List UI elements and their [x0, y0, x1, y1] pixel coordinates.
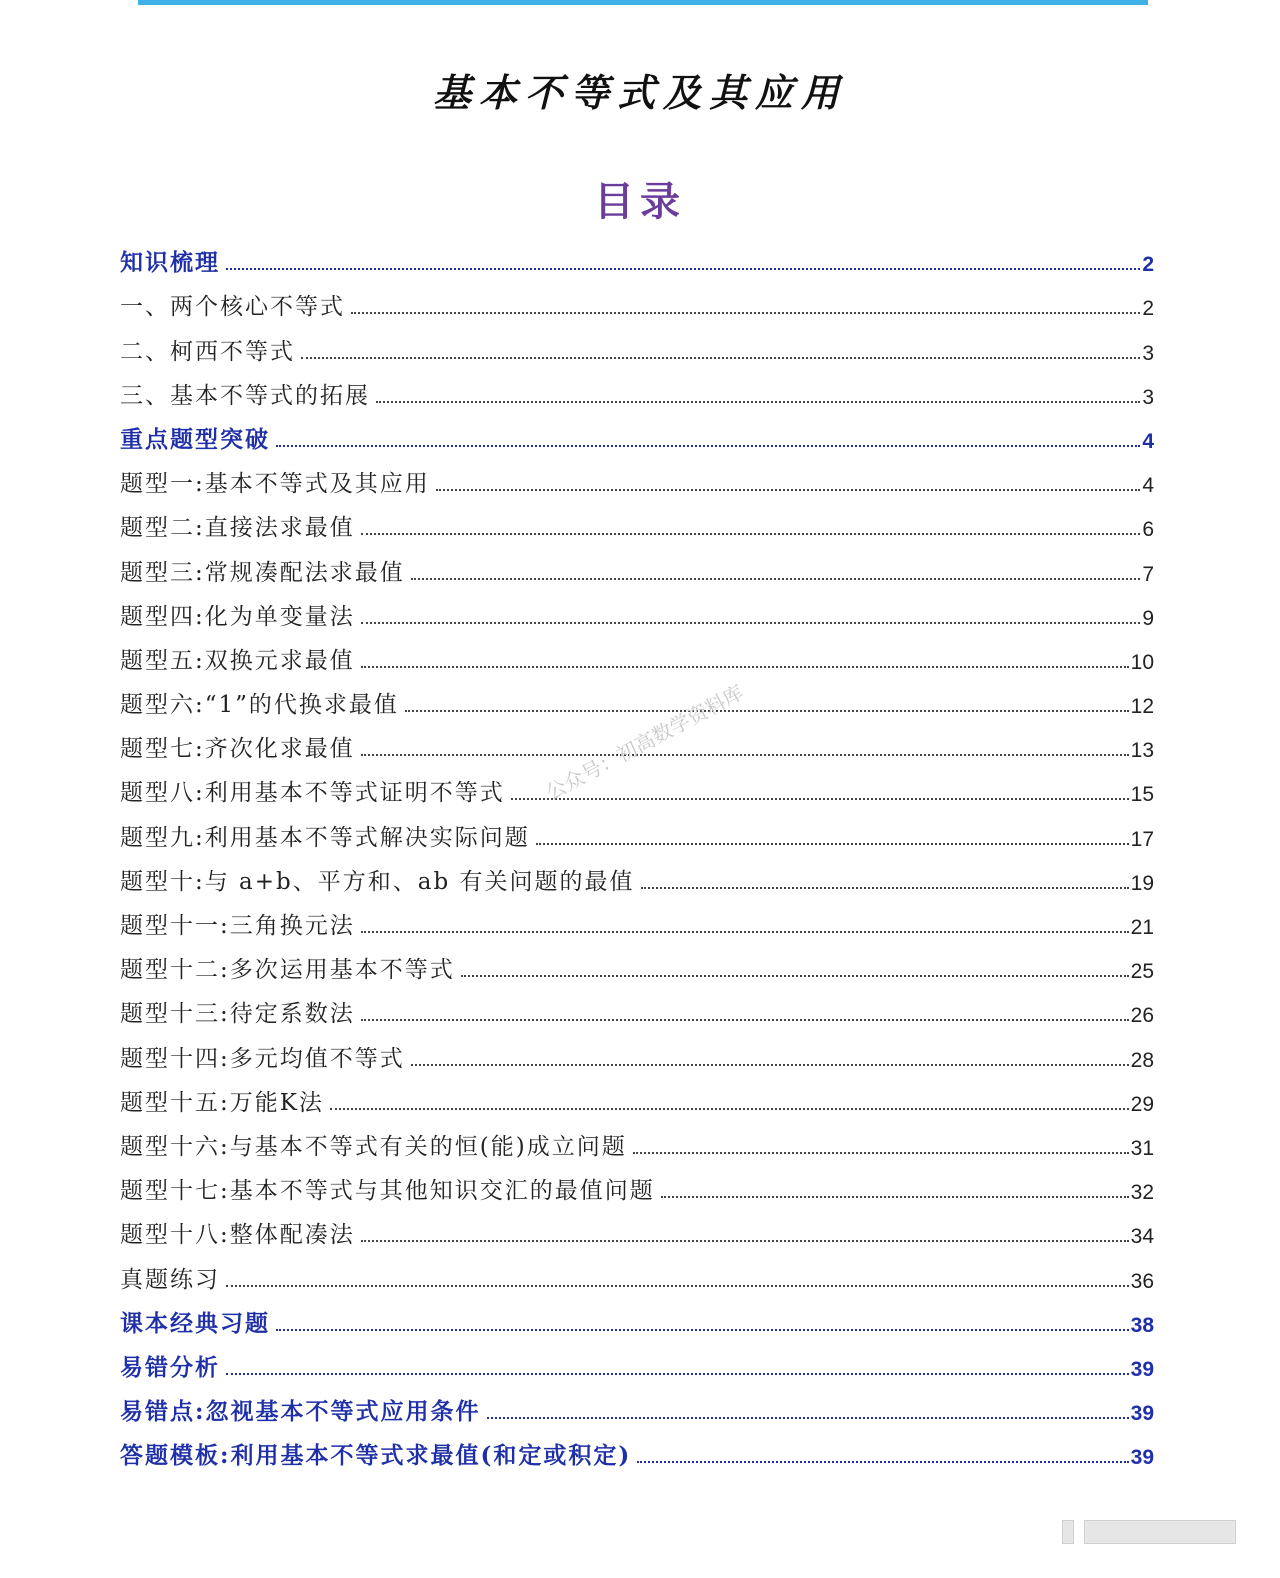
toc-entry-page: 34 [1130, 1225, 1154, 1249]
toc-leader-dots [376, 400, 1140, 403]
toc-entry-label: 题型六:“1”的代换求最值 [120, 692, 399, 719]
toc-entry-page: 36 [1130, 1269, 1154, 1293]
toc-entry-page: 21 [1130, 916, 1154, 939]
toc-entry[interactable] [120, 807, 1154, 851]
toc-entry[interactable] [120, 587, 1154, 631]
toc-entry[interactable] [120, 366, 1154, 410]
toc-entry[interactable] [120, 542, 1154, 586]
toc-entry-page: 2 [1142, 253, 1154, 277]
scroll-indicator [1062, 1512, 1240, 1542]
toc-section-entry[interactable] [120, 233, 1154, 277]
toc-entry-label: 知识梳理 [120, 249, 220, 277]
toc-leader-dots [226, 1372, 1129, 1375]
toc-leader-dots [436, 488, 1141, 491]
toc-entry-page: 39 [1130, 1402, 1154, 1426]
toc-entry-page: 15 [1130, 783, 1154, 807]
toc-entry-label: 题型二:直接法求最值 [120, 515, 355, 542]
toc-entry-page: 4 [1142, 429, 1154, 453]
toc-leader-dots [405, 709, 1129, 712]
toc-leader-dots [351, 311, 1140, 314]
toc-entry[interactable] [120, 498, 1154, 542]
toc-entry-label: 题型十四:多元均值不等式 [120, 1045, 405, 1072]
toc-leader-dots [361, 1239, 1129, 1242]
toc-entry-page: 9 [1142, 606, 1154, 630]
toc-entry[interactable] [120, 763, 1154, 807]
toc-leader-dots [361, 621, 1141, 624]
toc-entry-page: 39 [1130, 1446, 1154, 1470]
toc-entry-page: 19 [1130, 871, 1154, 895]
toc-entry-label: 一、两个核心不等式 [120, 294, 345, 321]
toc-leader-dots [361, 665, 1129, 668]
toc-entry-page: 25 [1130, 960, 1154, 984]
toc-entry[interactable] [120, 852, 1154, 896]
toc-entry-page: 2 [1142, 297, 1154, 321]
toc-entry[interactable] [120, 454, 1154, 498]
toc-section-entry[interactable] [120, 1426, 1154, 1470]
toc-entry[interactable] [120, 896, 1154, 940]
toc-leader-dots [641, 886, 1129, 889]
toc-entry-label: 易错分析 [120, 1353, 220, 1381]
toc-entry[interactable] [120, 1249, 1154, 1293]
toc-leader-dots [330, 1107, 1129, 1110]
toc-entry-label: 题型三:常规凑配法求最值 [120, 559, 405, 586]
toc-leader-dots [487, 1416, 1129, 1419]
toc-entry-label: 题型十七:基本不等式与其他知识交汇的最值问题 [120, 1178, 655, 1205]
toc-leader-dots [276, 444, 1140, 447]
toc-entry[interactable] [120, 631, 1154, 675]
toc-entry[interactable] [120, 321, 1154, 365]
toc-leader-dots [411, 577, 1141, 580]
toc-entry[interactable] [120, 1117, 1154, 1161]
toc-entry[interactable] [120, 1161, 1154, 1205]
toc-entry-page: 12 [1130, 695, 1154, 719]
toc-entry-label: 三、基本不等式的拓展 [120, 382, 370, 409]
toc-entry-page: 17 [1130, 827, 1154, 851]
toc-section-entry[interactable] [120, 410, 1154, 454]
toc-leader-dots [361, 930, 1129, 933]
toc-entry[interactable] [120, 940, 1154, 984]
toc-section-entry[interactable] [120, 1382, 1154, 1426]
toc-entry-label: 题型一:基本不等式及其应用 [120, 471, 430, 498]
toc-leader-dots [226, 267, 1140, 270]
toc-entry-page: 3 [1142, 341, 1154, 365]
toc-entry-page: 28 [1130, 1048, 1154, 1072]
toc-entry-label: 题型十五:万能K法 [120, 1089, 324, 1116]
toc-leader-dots [276, 1328, 1129, 1331]
document-title: 基本不等式及其应用 [432, 70, 847, 115]
toc-entry-label: 答题模板:利用基本不等式求最值(和定或积定) [120, 1442, 632, 1470]
toc-entry[interactable] [120, 277, 1154, 321]
toc-entry-label: 真题练习 [120, 1266, 220, 1293]
toc-entry-label: 题型十八:整体配凑法 [120, 1222, 355, 1249]
toc-entry-label: 题型十:与 a+b、平方和、ab 有关问题的最值 [120, 868, 635, 895]
toc-leader-dots [361, 1018, 1129, 1021]
toc-leader-dots [633, 1151, 1129, 1154]
toc-entry-page: 32 [1130, 1181, 1154, 1205]
toc-entry-label: 题型十二:多次运用基本不等式 [120, 957, 455, 984]
toc-entry[interactable] [120, 1073, 1154, 1117]
toc-entry-label: 课本经典习题 [120, 1309, 270, 1337]
toc-section-entry[interactable] [120, 1338, 1154, 1382]
toc-leader-dots [536, 842, 1129, 845]
toc-entry[interactable] [120, 1028, 1154, 1072]
toc-entry-page: 39 [1130, 1357, 1154, 1381]
top-accent-bar [138, 0, 1148, 5]
toc-heading: 目录 [594, 178, 686, 225]
toc-entry-label: 题型十三:待定系数法 [120, 1001, 355, 1028]
toc-entry-label: 题型四:化为单变量法 [120, 603, 355, 630]
toc-leader-dots [411, 1063, 1129, 1066]
toc-leader-dots [511, 797, 1129, 800]
toc-leader-dots [226, 1284, 1129, 1287]
watermark: 公众号：初高数学资料库 [541, 680, 748, 805]
toc-entry-label: 题型十六:与基本不等式有关的恒(能)成立问题 [120, 1133, 627, 1160]
toc-entry[interactable] [120, 984, 1154, 1028]
table-of-contents [120, 233, 1154, 1470]
toc-entry-label: 题型八:利用基本不等式证明不等式 [120, 780, 505, 807]
toc-entry-page: 4 [1142, 474, 1154, 498]
toc-entry-page: 29 [1130, 1092, 1154, 1116]
toc-entry-page: 26 [1130, 1004, 1154, 1028]
toc-leader-dots [361, 753, 1129, 756]
toc-entry-page: 13 [1130, 739, 1154, 763]
toc-entry-page: 31 [1130, 1136, 1154, 1160]
toc-entry-page: 10 [1130, 650, 1154, 674]
toc-section-entry[interactable] [120, 1294, 1154, 1338]
toc-entry-label: 题型十一:三角换元法 [120, 913, 355, 939]
toc-entry-page: 7 [1142, 562, 1154, 586]
toc-entry-page: 3 [1142, 385, 1154, 409]
toc-leader-dots [301, 356, 1140, 359]
toc-entry[interactable] [120, 675, 1154, 719]
toc-leader-dots [361, 532, 1141, 535]
toc-leader-dots [461, 974, 1129, 977]
toc-entry-label: 题型五:双换元求最值 [120, 647, 355, 674]
toc-entry-label: 题型九:利用基本不等式解决实际问题 [120, 824, 530, 851]
toc-leader-dots [637, 1460, 1128, 1463]
toc-entry-label: 二、柯西不等式 [120, 338, 295, 365]
toc-entry-page: 38 [1130, 1313, 1154, 1337]
toc-entry-label: 重点题型突破 [120, 425, 270, 453]
toc-entry-label: 易错点:忽视基本不等式应用条件 [120, 1398, 481, 1426]
toc-entry[interactable] [120, 1205, 1154, 1249]
toc-leader-dots [661, 1195, 1129, 1198]
toc-entry-label: 题型七:齐次化求最值 [120, 736, 355, 763]
toc-entry-page: 6 [1142, 518, 1154, 542]
